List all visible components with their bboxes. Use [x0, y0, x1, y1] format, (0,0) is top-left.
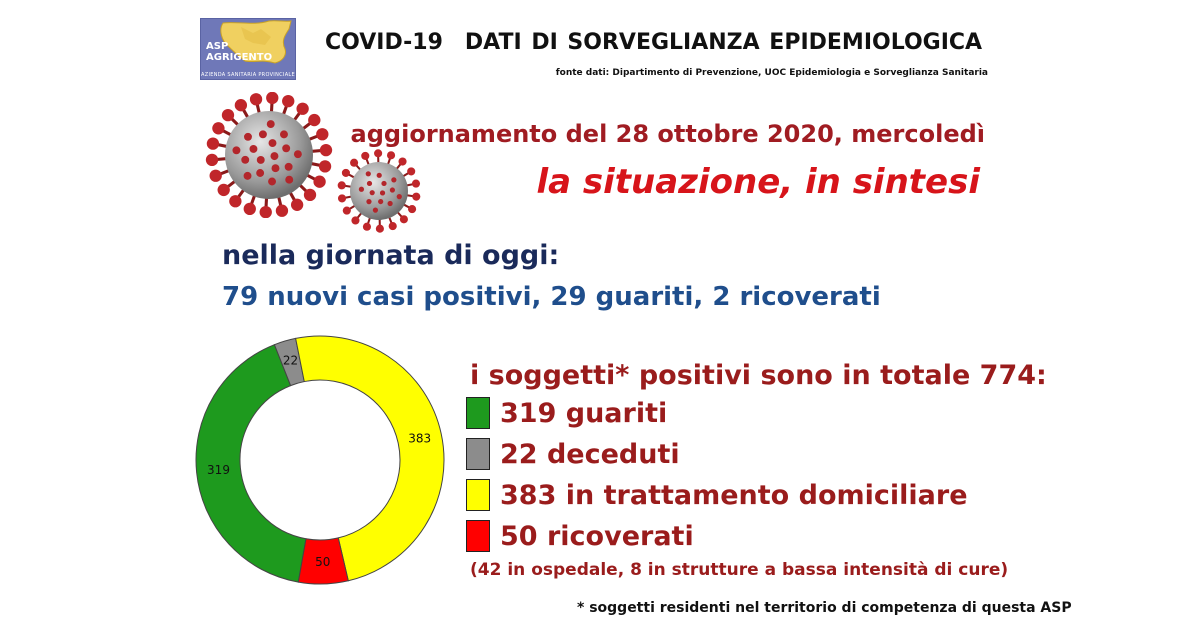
surveillance-title: DATI DI SORVEGLIANZA EPIDEMIOLOGICA	[464, 30, 983, 55]
total-positives-headline: i soggetti* positivi sono in totale 774:	[470, 360, 1047, 391]
legend-item-deceduti	[466, 438, 680, 470]
logo-line1: ASP	[206, 41, 229, 52]
footnote: * soggetti residenti nel territorio di competenza di questa ASP	[577, 600, 1072, 616]
virus-small-icon	[333, 148, 425, 234]
donut-chart	[192, 332, 448, 588]
legend-label-deceduti: 22 deceduti	[500, 438, 680, 470]
logo-subtitle: AZIENDA SANITARIA PROVINCIALE	[201, 72, 295, 78]
asp-agrigento-logo	[200, 18, 296, 80]
today-stats: 79 nuovi casi positivi, 29 guariti, 2 ricoverati	[222, 282, 881, 312]
hospital-breakdown-note: (42 in ospedale, 8 in strutture a bassa intensità di cure)	[470, 560, 1009, 580]
donut-label-guariti: 319	[207, 463, 230, 478]
legend-item-guariti	[466, 397, 667, 429]
logo-line2: AGRIGENTO	[206, 52, 273, 63]
legend-swatch-grey	[466, 438, 490, 470]
virus-large-icon	[200, 92, 338, 218]
legend-label-guariti: 319 guariti	[500, 397, 668, 429]
summary-title: la situazione, in sintesi	[536, 162, 980, 202]
update-date: aggiornamento del 28 ottobre 2020, mercoledì	[350, 120, 985, 148]
donut-label-deceduti: 22	[282, 353, 299, 368]
legend-swatch-green	[466, 397, 490, 429]
page-title	[325, 30, 982, 55]
donut-label-ricoverati: 50	[315, 554, 331, 569]
data-source: fonte dati: Dipartimento di Prevenzione, UOC Epidemiologia e Sorveglianza Sanitaria	[555, 68, 988, 78]
legend-item-ricoverati	[466, 520, 694, 552]
legend-item-domiciliare	[466, 479, 968, 511]
donut-label-in-trattamento-domiciliare: 383	[408, 431, 432, 446]
covid-label: COVID-19	[325, 30, 443, 55]
today-label: nella giornata di oggi:	[222, 240, 560, 271]
legend-label-ricoverati: 50 ricoverati	[500, 520, 694, 552]
legend-swatch-red	[466, 520, 490, 552]
legend-swatch-yellow	[466, 479, 490, 511]
legend-label-domiciliare: 383 in trattamento domiciliare	[500, 479, 968, 511]
